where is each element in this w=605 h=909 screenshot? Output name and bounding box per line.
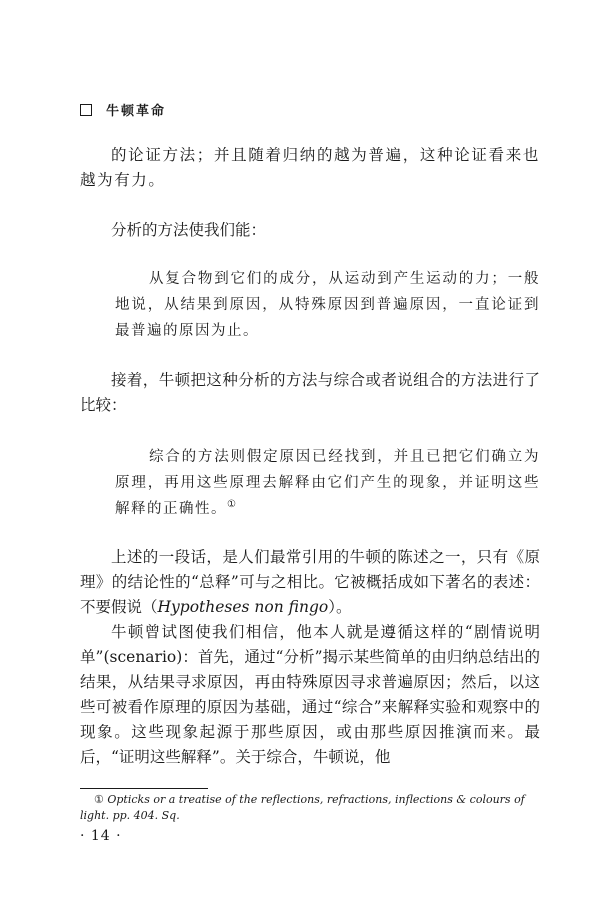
header-title: 牛顿革命 — [106, 104, 167, 119]
block-quote-2-text: 综合的方法则假定原因已经找到，并且已把它们确立为原理，再用这些原理去解释由它们产生的现象，并证明这些解释的正确性。 — [115, 449, 540, 517]
page-number: · 14 · — [80, 828, 122, 844]
footnote-text: Opticks or a treatise of the reflections, refractions, inflections & colours of light. pp. 404. Sq. — [80, 793, 525, 822]
footnote — [80, 792, 540, 824]
paragraph-4: 上述的一段话，是人们最常引用的牛顿的陈述之一，只有《原理》的结论性的“总释”可与之相比。它被概括成如下著名的表述：不要假说（Hypotheses non fingo）。 — [80, 548, 540, 616]
block-quote-1: 从复合物到它们的成分，从运动到产生运动的力；一般地说，从结果到原因，从特殊原因到普遍原因，一直论证到最普遍的原因为止。 — [115, 271, 540, 339]
paragraph-2: 分析的方法使我们能： — [111, 221, 267, 239]
footnote-reference: ① — [227, 499, 238, 511]
footnote-divider — [80, 788, 208, 789]
paragraph-3: 接着，牛顿把这种分析的方法与综合或者说组合的方法进行了比较： — [80, 371, 540, 414]
block-quote-2 — [115, 444, 540, 522]
header-square-icon — [80, 104, 92, 116]
paragraph-5: 牛顿曾试图使我们相信，他本人就是遵循这样的“剧情说明单”(scenario)：首先，通过“分析”揭示某些简单的由归纳总结出的结果，从结果寻求原因，再由特殊原因寻求普遍原因；然后，以这些可被看作原理的原因为基础，通过“综合”来解释实验和观察中的现象。这些现象起源于那些原因，或由那些原因推演而来。最后，“证明这些解释”。关于综合，牛顿说，他 — [80, 623, 540, 766]
running-header — [80, 100, 166, 119]
paragraph-1: 的论证方法；并且随着归纳的越为普遍，这种论证看来也越为有力。 — [80, 146, 540, 189]
latin-phrase: Hypotheses non fingo — [157, 598, 329, 616]
footnote-mark: ① — [94, 793, 104, 806]
